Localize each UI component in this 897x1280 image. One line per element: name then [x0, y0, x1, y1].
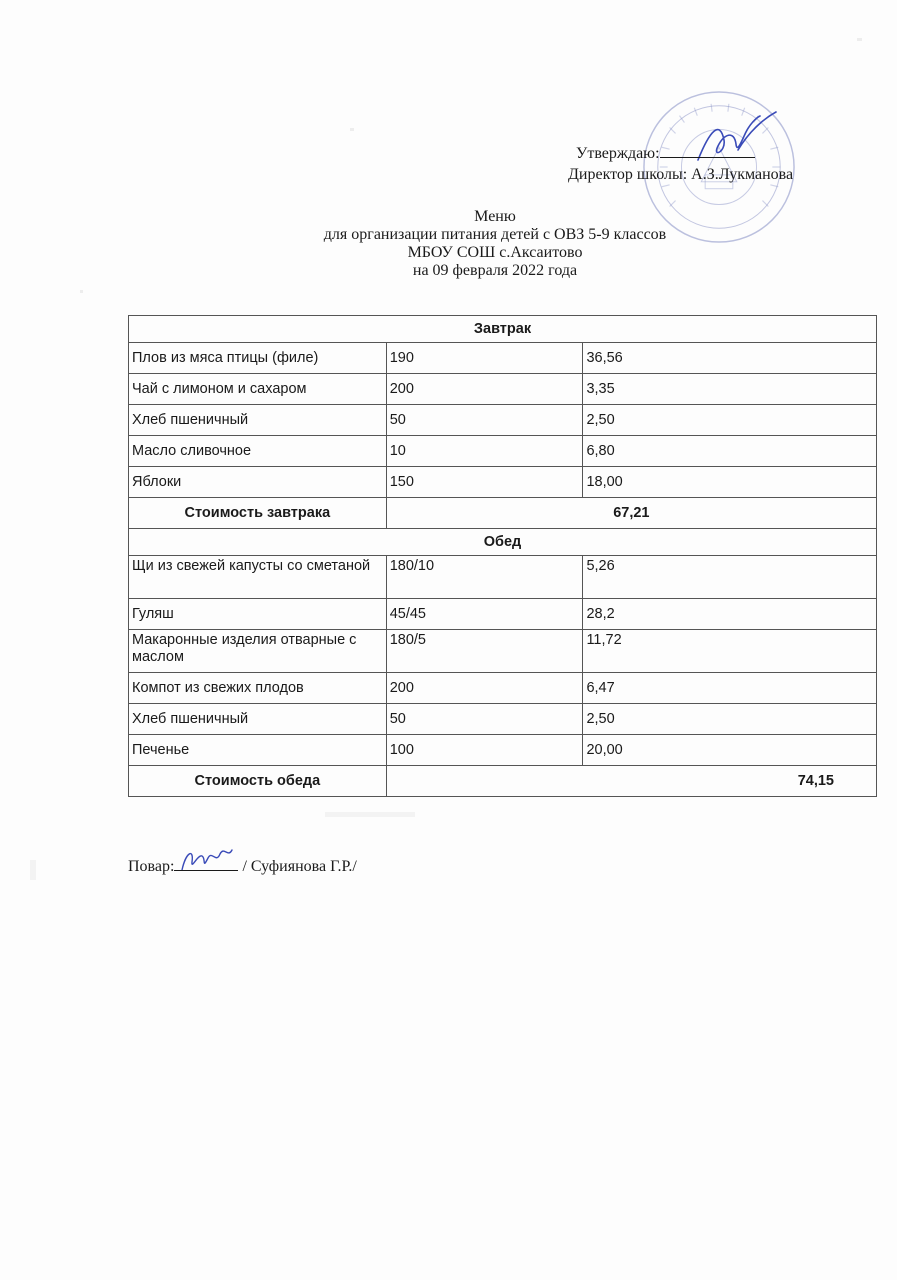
cook-block [128, 856, 357, 876]
dish-price: 2,50 [583, 405, 877, 436]
lunch-total-value: 74,15 [386, 766, 876, 797]
table-row [129, 630, 877, 673]
dish-name: Яблоки [129, 467, 387, 498]
signature-line [660, 142, 755, 158]
table-row [129, 556, 877, 599]
table-row [129, 673, 877, 704]
breakfast-total-row [129, 498, 877, 529]
dish-weight: 10 [386, 436, 583, 467]
dish-price: 5,26 [583, 556, 877, 599]
school-name: МБОУ СОШ с.Аксаитово [407, 244, 583, 261]
director-label: Директор школы: [568, 166, 688, 183]
approval-block [560, 142, 880, 185]
dish-price: 2,50 [583, 704, 877, 735]
breakfast-section-header [129, 316, 877, 343]
dish-price: 6,80 [583, 436, 877, 467]
dish-weight: 150 [386, 467, 583, 498]
dish-name: Плов из мяса птицы (филе) [129, 343, 387, 374]
menu-heading [0, 208, 897, 280]
lunch-total-row [129, 766, 877, 797]
dish-weight: 180/5 [386, 630, 583, 673]
dish-price: 18,00 [583, 467, 877, 498]
breakfast-total-label: Стоимость завтрака [129, 498, 387, 529]
dish-price: 28,2 [583, 599, 877, 630]
menu-table [128, 315, 877, 797]
scan-smudge [325, 812, 415, 817]
menu-title: Меню [474, 208, 516, 225]
dish-weight: 190 [386, 343, 583, 374]
scan-speck [80, 290, 83, 293]
scan-speck [350, 128, 354, 131]
dish-weight: 100 [386, 735, 583, 766]
table-row [129, 405, 877, 436]
dish-name: Хлеб пшеничный [129, 405, 387, 436]
dish-weight: 200 [386, 673, 583, 704]
table-row [129, 735, 877, 766]
cook-name: / Суфиянова Г.Р./ [242, 858, 357, 875]
dish-weight: 50 [386, 704, 583, 735]
table-row [129, 704, 877, 735]
approve-label: Утверждаю: [576, 145, 660, 162]
dish-price: 6,47 [583, 673, 877, 704]
dish-weight: 200 [386, 374, 583, 405]
dish-name: Печенье [129, 735, 387, 766]
breakfast-total-value: 67,21 [386, 498, 876, 529]
lunch-section-header [129, 529, 877, 556]
director-name: А.З.Лукманова [691, 166, 794, 183]
dish-name: Масло сливочное [129, 436, 387, 467]
menu-subtitle: для организации питания детей с ОВЗ 5-9 классов [323, 226, 667, 243]
scan-speck [857, 38, 862, 41]
cook-label: Повар: [128, 858, 175, 875]
dish-name: Макаронные изделия отварные с маслом [129, 630, 387, 673]
dish-name: Щи из свежей капусты со сметаной [129, 556, 387, 599]
menu-date: на 09 февраля 2022 года [412, 262, 578, 279]
scan-smudge [30, 860, 36, 880]
dish-weight: 45/45 [386, 599, 583, 630]
dish-weight: 180/10 [386, 556, 583, 599]
table-row [129, 374, 877, 405]
lunch-total-label: Стоимость обеда [129, 766, 387, 797]
dish-name: Компот из свежих плодов [129, 673, 387, 704]
lunch-title: Обед [129, 529, 877, 556]
table-row [129, 343, 877, 374]
dish-name: Гуляш [129, 599, 387, 630]
dish-price: 36,56 [583, 343, 877, 374]
dish-price: 3,35 [583, 374, 877, 405]
dish-price: 11,72 [583, 630, 877, 673]
dish-price: 20,00 [583, 735, 877, 766]
table-row [129, 599, 877, 630]
dish-name: Чай с лимоном и сахаром [129, 374, 387, 405]
cook-signature-line [174, 856, 238, 871]
table-row [129, 467, 877, 498]
dish-name: Хлеб пшеничный [129, 704, 387, 735]
table-row [129, 436, 877, 467]
breakfast-title: Завтрак [129, 316, 877, 343]
dish-weight: 50 [386, 405, 583, 436]
